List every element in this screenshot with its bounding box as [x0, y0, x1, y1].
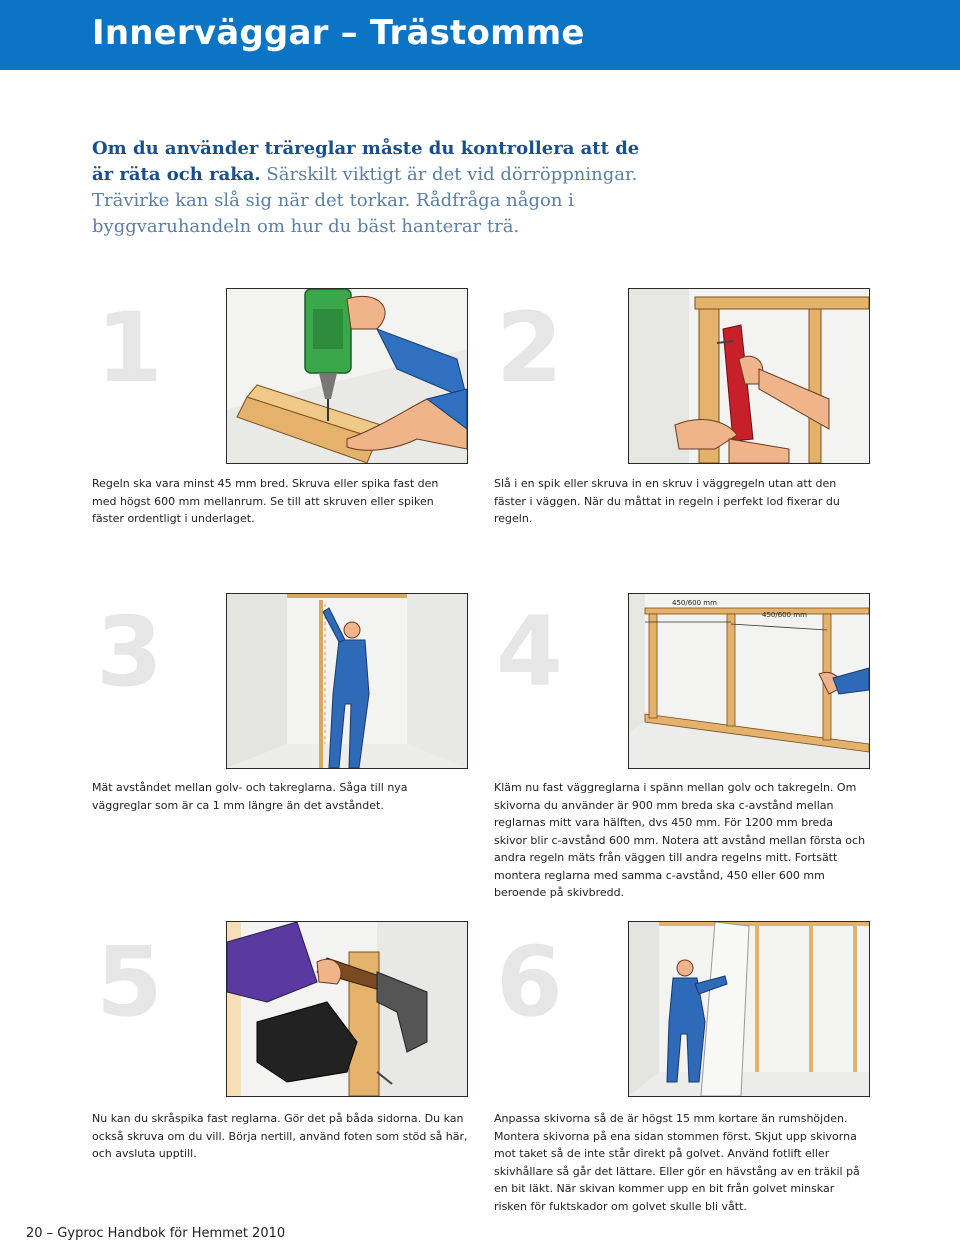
step-4-illustration — [628, 593, 870, 769]
dimension-label-2: 450/600 mm — [762, 611, 807, 619]
intro-lead: Om du använder träreglar måste du kontrollera att de är räta och raka. — [92, 138, 640, 185]
step-4-number: 4 — [496, 596, 563, 708]
step-1-illustration — [226, 288, 468, 464]
step-3-number: 3 — [96, 596, 163, 708]
step-2-caption: Slå i en spik eller skruva in en skruv i väggregeln utan att den fäster i väggen. När du måttat in regeln i perfekt lod fixerar du regeln. — [494, 477, 840, 525]
step-5-illustration — [226, 921, 468, 1097]
step-6-illustration — [628, 921, 870, 1097]
intro-rest: Särskilt viktigt är det vid dörröppningar. Trävirke kan slå sig när det torkar. Rådfråga någon i byggvaruhandeln om hur du bäst hanterar trä. — [92, 164, 638, 237]
step-2-number: 2 — [496, 292, 563, 404]
step-2-illustration — [628, 288, 870, 464]
dimension-label-1: 450/600 mm — [672, 599, 717, 607]
step-6-caption: Anpassa skivorna så de är högst 15 mm kortare än rumshöjden. Montera skivorna på ena sidan stommen först. Skjut upp skivorna mot taket så de inte står direkt på golvet. Använd fotlift eller skivhållare så går det lättare. Eller gör en hävstång av en träkil på en bit läkt. När skivan kommer upp en bit från golvet minskar risken för fuktskador om golvet skulle bli vått. — [494, 1112, 860, 1213]
step-5-caption: Nu kan du skråspika fast reglarna. Gör det på båda sidorna. Du kan också skruva om du vill. Börja nertill, använd foten som stöd så här, och avsluta upptill. — [92, 1112, 468, 1160]
step-4-caption: Kläm nu fast väggreglarna i spänn mellan golv och takregeln. Om skivorna du använder är 900 mm breda ska c-avstånd mellan reglarnas mitt vara hälften, dvs 450 mm. För 1200 mm breda skivor blir c-avstånd 600 mm. Notera att avstånd mellan första och andra regeln mäts från väggen till andra regelns mitt. Fortsätt montera reglarna med samma c-avstånd, 450 eller 600 mm beroende på skivbredd. — [494, 781, 866, 899]
step-3-illustration — [226, 593, 468, 769]
page-footer: 20 – Gyproc Handbok för Hemmet 2010 — [26, 1226, 286, 1241]
step-5-number: 5 — [96, 926, 163, 1038]
page-header — [0, 0, 960, 70]
step-6-number: 6 — [496, 926, 563, 1038]
step-1-caption: Regeln ska vara minst 45 mm bred. Skruva eller spika fast den med högst 600 mm mellanrum. Se till att skruven eller spiken fäster ordentligt i underlaget. — [92, 477, 439, 525]
step-3-caption: Mät avståndet mellan golv- och takreglarna. Såga till nya väggreglar som är ca 1 mm längre än det avståndet. — [92, 781, 408, 812]
page-title: Innerväggar – Trästomme — [92, 13, 585, 53]
step-1-number: 1 — [96, 292, 163, 404]
intro-text — [92, 136, 652, 240]
